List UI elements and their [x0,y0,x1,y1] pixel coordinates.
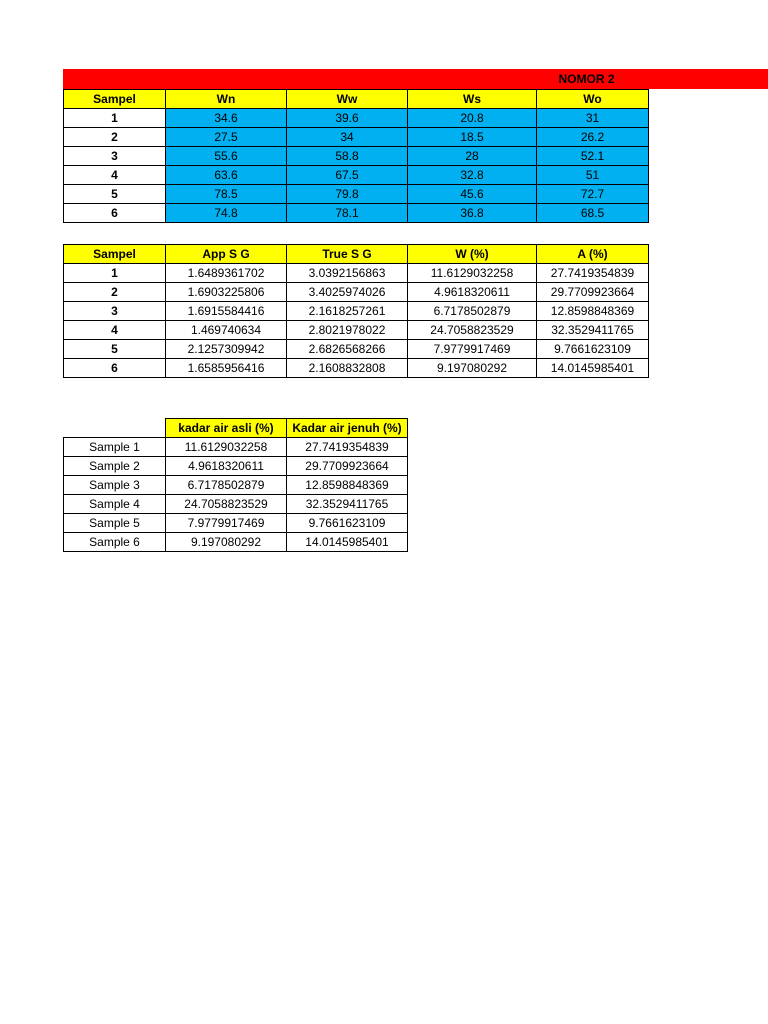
table-cell[interactable]: 68.5 [537,204,649,223]
table-row [64,457,408,476]
table-cell[interactable]: 4 [64,321,166,340]
table-cell[interactable]: 24.7058823529 [166,495,287,514]
table-cell[interactable]: 14.0145985401 [537,359,649,378]
table-cell[interactable]: 78.1 [287,204,408,223]
table-cell[interactable]: 5 [64,185,166,204]
table-row [64,340,649,359]
table-cell[interactable]: 24.7058823529 [408,321,537,340]
table-cell[interactable]: 20.8 [408,109,537,128]
table-cell[interactable]: 2.1618257261 [287,302,408,321]
table-row [64,514,408,533]
table-cell[interactable]: 4 [64,166,166,185]
banner-title: NOMOR 2 [558,72,615,86]
table-cell[interactable]: 3.0392156863 [287,264,408,283]
table-cell[interactable]: 1 [64,109,166,128]
table-cell[interactable]: 1.6903225806 [166,283,287,302]
table-row [64,438,408,457]
table-cell[interactable]: 55.6 [166,147,287,166]
table-cell[interactable]: 4.9618320611 [408,283,537,302]
table-row [64,533,408,552]
table-cell[interactable]: 27.7419354839 [537,264,649,283]
table-cell[interactable]: Sample 4 [64,495,166,514]
header-cell[interactable]: W (%) [408,245,537,264]
table-cell[interactable]: 26.2 [537,128,649,147]
table-cell[interactable]: 2.1257309942 [166,340,287,359]
table-cell[interactable]: 32.3529411765 [287,495,408,514]
table-cell[interactable]: Sample 1 [64,438,166,457]
table-header-row [64,419,408,438]
table-cell[interactable]: 12.8598848369 [287,476,408,495]
table-cell[interactable]: 74.8 [166,204,287,223]
table-cell[interactable]: 3 [64,302,166,321]
table-cell[interactable]: 2.6826568266 [287,340,408,359]
table-row [64,147,649,166]
table-row [64,321,649,340]
table-cell[interactable]: 72.7 [537,185,649,204]
header-cell[interactable]: Wn [166,90,287,109]
table-cell[interactable]: 52.1 [537,147,649,166]
table-cell[interactable]: 11.6129032258 [408,264,537,283]
table-cell[interactable]: 32.3529411765 [537,321,649,340]
table-cell[interactable]: 1.6915584416 [166,302,287,321]
table-cell[interactable]: 58.8 [287,147,408,166]
header-cell[interactable]: Kadar air jenuh (%) [287,419,408,438]
moisture-table [63,418,408,552]
table-row [64,166,649,185]
table-cell[interactable]: 7.9779917469 [166,514,287,533]
table-cell[interactable]: 9.197080292 [166,533,287,552]
table-cell[interactable]: 67.5 [287,166,408,185]
table-cell[interactable]: 32.8 [408,166,537,185]
table-cell[interactable]: 9.7661623109 [287,514,408,533]
table-cell[interactable]: 2.8021978022 [287,321,408,340]
table-cell[interactable]: 2 [64,128,166,147]
table-row [64,264,649,283]
table-row [64,476,408,495]
table-cell[interactable]: 12.8598848369 [537,302,649,321]
measurement-table [63,89,649,223]
title-banner [63,69,768,89]
table-cell[interactable]: 9.197080292 [408,359,537,378]
table-cell[interactable]: 2 [64,283,166,302]
table-header-row [64,90,649,109]
table-cell[interactable]: 2.1608832808 [287,359,408,378]
table-cell[interactable]: 9.7661623109 [537,340,649,359]
header-cell[interactable]: Ww [287,90,408,109]
table-cell[interactable]: Sample 6 [64,533,166,552]
table-cell[interactable]: 45.6 [408,185,537,204]
table-cell[interactable]: 34.6 [166,109,287,128]
table-row [64,302,649,321]
table-cell[interactable]: 27.5 [166,128,287,147]
table-cell[interactable]: 1.6489361702 [166,264,287,283]
table-cell[interactable]: 31 [537,109,649,128]
table-row [64,204,649,223]
table-cell[interactable]: 29.7709923664 [287,457,408,476]
header-cell[interactable]: Sampel [64,245,166,264]
table-cell[interactable]: 4.9618320611 [166,457,287,476]
table-cell[interactable]: 1.6585956416 [166,359,287,378]
table-cell[interactable]: 39.6 [287,109,408,128]
table-cell[interactable]: 3.4025974026 [287,283,408,302]
header-cell[interactable]: A (%) [537,245,649,264]
table-cell[interactable]: 18.5 [408,128,537,147]
table-cell[interactable]: 78.5 [166,185,287,204]
table-cell[interactable]: 14.0145985401 [287,533,408,552]
table-cell[interactable]: 6.7178502879 [408,302,537,321]
table-cell[interactable]: 27.7419354839 [287,438,408,457]
table-row [64,185,649,204]
empty-corner-cell [64,419,166,438]
table-row [64,109,649,128]
table-cell[interactable]: 11.6129032258 [166,438,287,457]
header-cell[interactable]: True S G [287,245,408,264]
table-row [64,359,649,378]
header-cell[interactable]: kadar air asli (%) [166,419,287,438]
table-header-row [64,245,649,264]
table-cell[interactable]: 79.8 [287,185,408,204]
table-row [64,128,649,147]
table-cell[interactable]: 7.9779917469 [408,340,537,359]
table-row [64,283,649,302]
table-cell[interactable]: 6 [64,204,166,223]
table-cell[interactable]: Sample 5 [64,514,166,533]
header-cell[interactable]: Wo [537,90,649,109]
table-cell[interactable]: 5 [64,340,166,359]
table-row [64,495,408,514]
table-cell[interactable]: 34 [287,128,408,147]
table-cell[interactable]: 29.7709923664 [537,283,649,302]
table-cell[interactable]: Sample 3 [64,476,166,495]
table-cell[interactable]: 63.6 [166,166,287,185]
header-cell[interactable]: Sampel [64,90,166,109]
header-cell[interactable]: Ws [408,90,537,109]
table-cell[interactable]: 1.469740634 [166,321,287,340]
table-cell[interactable]: 28 [408,147,537,166]
table-cell[interactable]: 6 [64,359,166,378]
table-cell[interactable]: 3 [64,147,166,166]
table-cell[interactable]: 1 [64,264,166,283]
header-cell[interactable]: App S G [166,245,287,264]
table-cell[interactable]: 51 [537,166,649,185]
table-cell[interactable]: Sample 2 [64,457,166,476]
table-cell[interactable]: 36.8 [408,204,537,223]
table-cell[interactable]: 6.7178502879 [166,476,287,495]
results-table [63,244,649,378]
